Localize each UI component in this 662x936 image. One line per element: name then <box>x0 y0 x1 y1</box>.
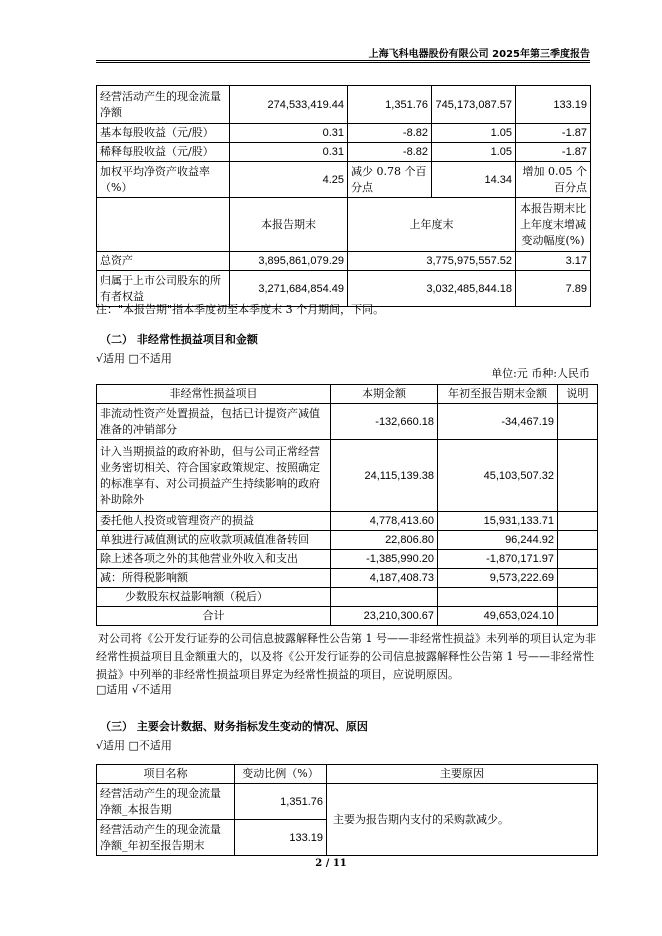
cell-value: 133.19 <box>516 86 591 124</box>
row-label: 经营活动产生的现金流量净额 <box>97 86 230 124</box>
explanation-paragraph: 对公司将《公开发行证券的公司信息披露解释性公告第 1 号——非经常性损益》未列举的项目认定为非经常性损益项目且金额重大的，以及将《公开发行证券的公司信息披露解释性公告第 1 号——非经常性损益》中列举的非经常性损益项目界定为经常性损益的项目，应说明原因。 <box>96 632 596 681</box>
table-row <box>97 550 598 569</box>
cell-value: 0.31 <box>230 124 348 143</box>
table-row <box>97 440 598 512</box>
column-header: 主要原因 <box>327 765 598 784</box>
non-recurring-table <box>96 384 598 626</box>
cell-value: 减少 0.78 个百分点 <box>348 162 432 198</box>
cell-note <box>558 588 598 607</box>
change-reason-table <box>96 764 598 856</box>
cell-value: 745,173,087.57 <box>432 86 516 124</box>
cell-value: -34,467.19 <box>438 404 558 440</box>
table-row <box>97 404 598 440</box>
applicability-note: √适用 □不适用 <box>96 352 172 365</box>
column-header: 本报告期末比上年度末增减变动幅度(%) <box>516 198 591 252</box>
table-header-row <box>97 765 598 784</box>
total-label: 合计 <box>97 607 331 626</box>
cell-value: 15,931,133.71 <box>438 512 558 531</box>
cell-value: 22,806.80 <box>331 531 438 550</box>
cell-value: 7.89 <box>516 271 591 307</box>
column-header: 上年度末 <box>348 198 516 252</box>
item-label: 经营活动产生的现金流量净额_本报告期 <box>97 784 235 820</box>
column-header: 变动比例（%） <box>235 765 327 784</box>
cell-note <box>558 512 598 531</box>
cell-value: 96,244.92 <box>438 531 558 550</box>
cell-value: 1,351.76 <box>235 784 327 820</box>
table-row <box>97 124 591 143</box>
page-number: 2 / 11 <box>315 858 347 869</box>
row-label: 总资产 <box>97 252 230 271</box>
cell-note <box>558 531 598 550</box>
table-row <box>97 512 598 531</box>
cell-value: 4,778,413.60 <box>331 512 438 531</box>
header-rule <box>96 60 590 63</box>
column-header: 本期金额 <box>331 385 438 404</box>
section-title: （三） 主要会计数据、财务指标发生变动的情况、原因 <box>100 720 368 733</box>
cell-value: 1.05 <box>432 124 516 143</box>
table-row <box>97 86 591 124</box>
item-label: 计入当期损益的政府补助，但与公司正常经营业务密切相关、符合国家政策规定、按照确定的标准享有、对公司损益产生持续影响的政府补助除外 <box>97 440 331 512</box>
cell-value: 3,032,485,844.18 <box>348 271 516 307</box>
table-header-row <box>97 385 598 404</box>
cell-value: -8.82 <box>348 143 432 162</box>
table-row <box>97 588 598 607</box>
cell-note <box>558 569 598 588</box>
cell-value: 274,533,419.44 <box>230 86 348 124</box>
table-row <box>97 143 591 162</box>
item-label: 委托他人投资或管理资产的损益 <box>97 512 331 531</box>
cell-value: 3.17 <box>516 252 591 271</box>
cell-value: 9,573,222.69 <box>438 569 558 588</box>
table-row <box>97 784 598 820</box>
cell-value: 45,103,507.32 <box>438 440 558 512</box>
cell-value <box>331 588 438 607</box>
row-label: 基本每股收益（元/股） <box>97 124 230 143</box>
table-row <box>97 162 591 198</box>
cell-value: -8.82 <box>348 124 432 143</box>
cell-value: 3,895,861,079.29 <box>230 252 348 271</box>
cell-value: -1.87 <box>516 143 591 162</box>
column-header: 非经常性损益项目 <box>97 385 331 404</box>
cell-value: 14.34 <box>432 162 516 198</box>
column-header: 说明 <box>558 385 598 404</box>
cell-value: 24,115,139.38 <box>331 440 438 512</box>
row-label: 加权平均净资产收益率（%） <box>97 162 230 198</box>
cell-note <box>558 404 598 440</box>
table-row <box>97 569 598 588</box>
reason-cell: 主要为报告期内支付的采购款减少。 <box>327 784 598 856</box>
table-note: 注："本报告期"指本季度初至本季度末 3 个月期间，下同。 <box>96 303 385 316</box>
section-title: （二） 非经常性损益项目和金额 <box>100 333 258 346</box>
key-data-table <box>96 85 591 307</box>
table-row <box>97 531 598 550</box>
column-header: 项目名称 <box>97 765 235 784</box>
cell-value: 3,775,975,557.52 <box>348 252 516 271</box>
page-header: 上海飞科电器股份有限公司 2025年第三季度报告 <box>368 49 590 60</box>
cell-note <box>558 440 598 512</box>
unit-note: 单位:元 币种:人民币 <box>491 367 590 380</box>
cell-value: -1.87 <box>516 124 591 143</box>
cell-value: 23,210,300.67 <box>331 607 438 626</box>
item-label: 少数股东权益影响额（税后） <box>97 588 331 607</box>
table-header-row <box>97 198 591 252</box>
item-label: 减：所得税影响额 <box>97 569 331 588</box>
total-row <box>97 607 598 626</box>
column-header: 本报告期末 <box>230 198 348 252</box>
cell-value: -1,385,990.20 <box>331 550 438 569</box>
cell-note <box>558 550 598 569</box>
cell-value <box>438 588 558 607</box>
empty-cell <box>97 198 230 252</box>
cell-value: -1,870,171.97 <box>438 550 558 569</box>
row-label: 稀释每股收益（元/股） <box>97 143 230 162</box>
cell-value: -132,660.18 <box>331 404 438 440</box>
applicability-note: □适用 √不适用 <box>96 683 172 696</box>
applicability-note: √适用 □不适用 <box>96 739 172 752</box>
cell-value: 1,351.76 <box>348 86 432 124</box>
item-label: 除上述各项之外的其他营业外收入和支出 <box>97 550 331 569</box>
cell-value: 4,187,408.73 <box>331 569 438 588</box>
cell-value: 3,271,684,854.49 <box>230 271 348 307</box>
cell-note <box>558 607 598 626</box>
item-label: 非流动性资产处置损益，包括已计提资产减值准备的冲销部分 <box>97 404 331 440</box>
item-label: 单独进行减值测试的应收款项减值准备转回 <box>97 531 331 550</box>
item-label: 经营活动产生的现金流量净额_年初至报告期末 <box>97 820 235 856</box>
row-label: 归属于上市公司股东的所有者权益 <box>97 271 230 307</box>
cell-value: 0.31 <box>230 143 348 162</box>
cell-value: 4.25 <box>230 162 348 198</box>
cell-value: 49,653,024.10 <box>438 607 558 626</box>
cell-value: 增加 0.05 个百分点 <box>516 162 591 198</box>
table-row <box>97 252 591 271</box>
column-header: 年初至报告期末金额 <box>438 385 558 404</box>
cell-value: 133.19 <box>235 820 327 856</box>
cell-value: 1.05 <box>432 143 516 162</box>
